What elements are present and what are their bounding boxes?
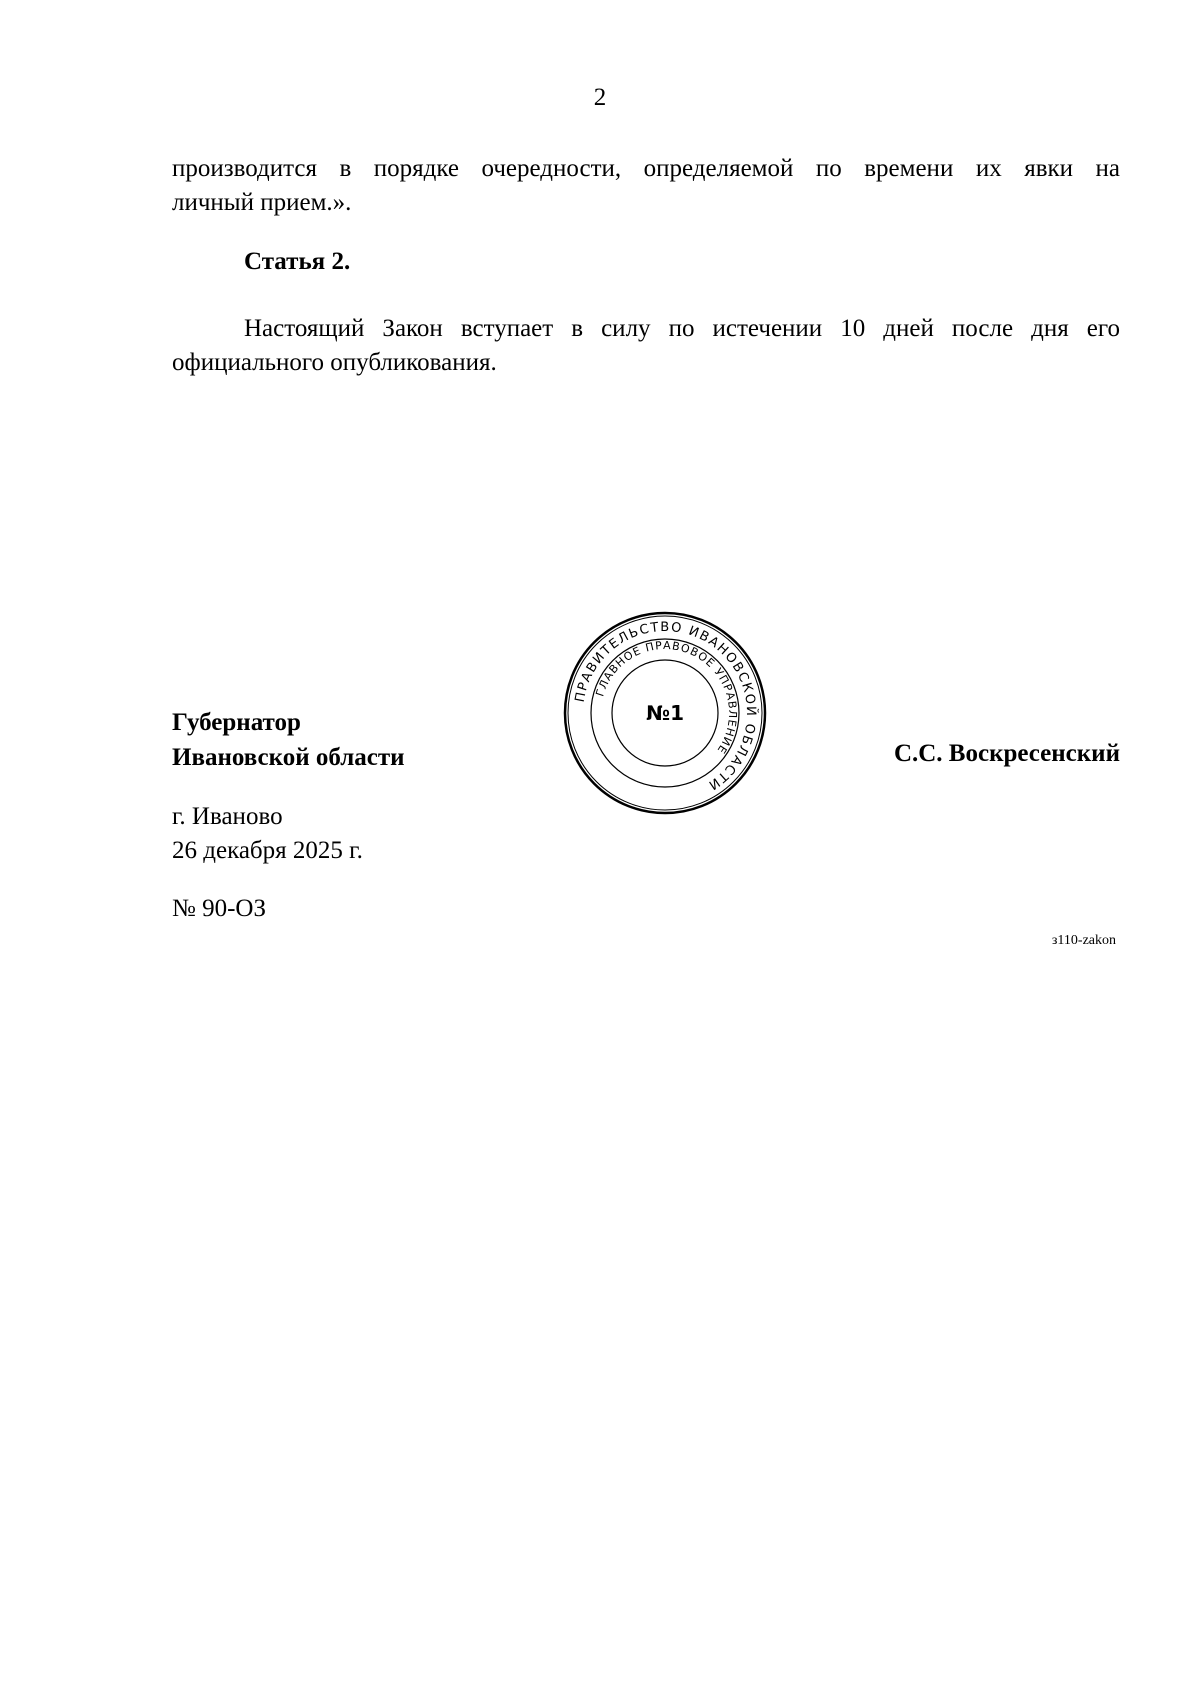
date: 26 декабря 2025 г. (172, 837, 363, 864)
law-number: № 90-ОЗ (172, 895, 267, 922)
official-stamp (560, 608, 770, 818)
article-title: Статья 2. (244, 248, 351, 275)
continuation-line-1: производится в порядке очередности, определяемой по времени их явки на (172, 155, 1120, 182)
article-line-2: официального опубликования. (172, 349, 497, 376)
governor-region: Ивановской области (172, 744, 405, 771)
place-and-date (172, 800, 363, 868)
article-line-1: Настоящий Закон вступает в силу по истечении 10 дней после дня его (244, 315, 1120, 342)
stamp-center-text: №1 (646, 701, 684, 725)
governor-position: Губернатор (172, 709, 301, 736)
signatory-name: С.С. Воскресенский (893, 740, 1120, 767)
document-code: з110-zakon (1051, 933, 1116, 948)
stamp-inner-text: ГЛАВНОЕ ПРАВОВОЕ УПРАВЛЕНИЕ (593, 638, 740, 757)
governor-title (172, 705, 405, 775)
stamp-outer-text: ПРАВИТЕЛЬСТВО ИВАНОВСКОЙ ОБЛАСТИ (572, 619, 759, 793)
continuation-line-2: личный прием.». (172, 189, 352, 216)
city: г. Иваново (172, 803, 283, 830)
page-number: 2 (593, 84, 607, 111)
